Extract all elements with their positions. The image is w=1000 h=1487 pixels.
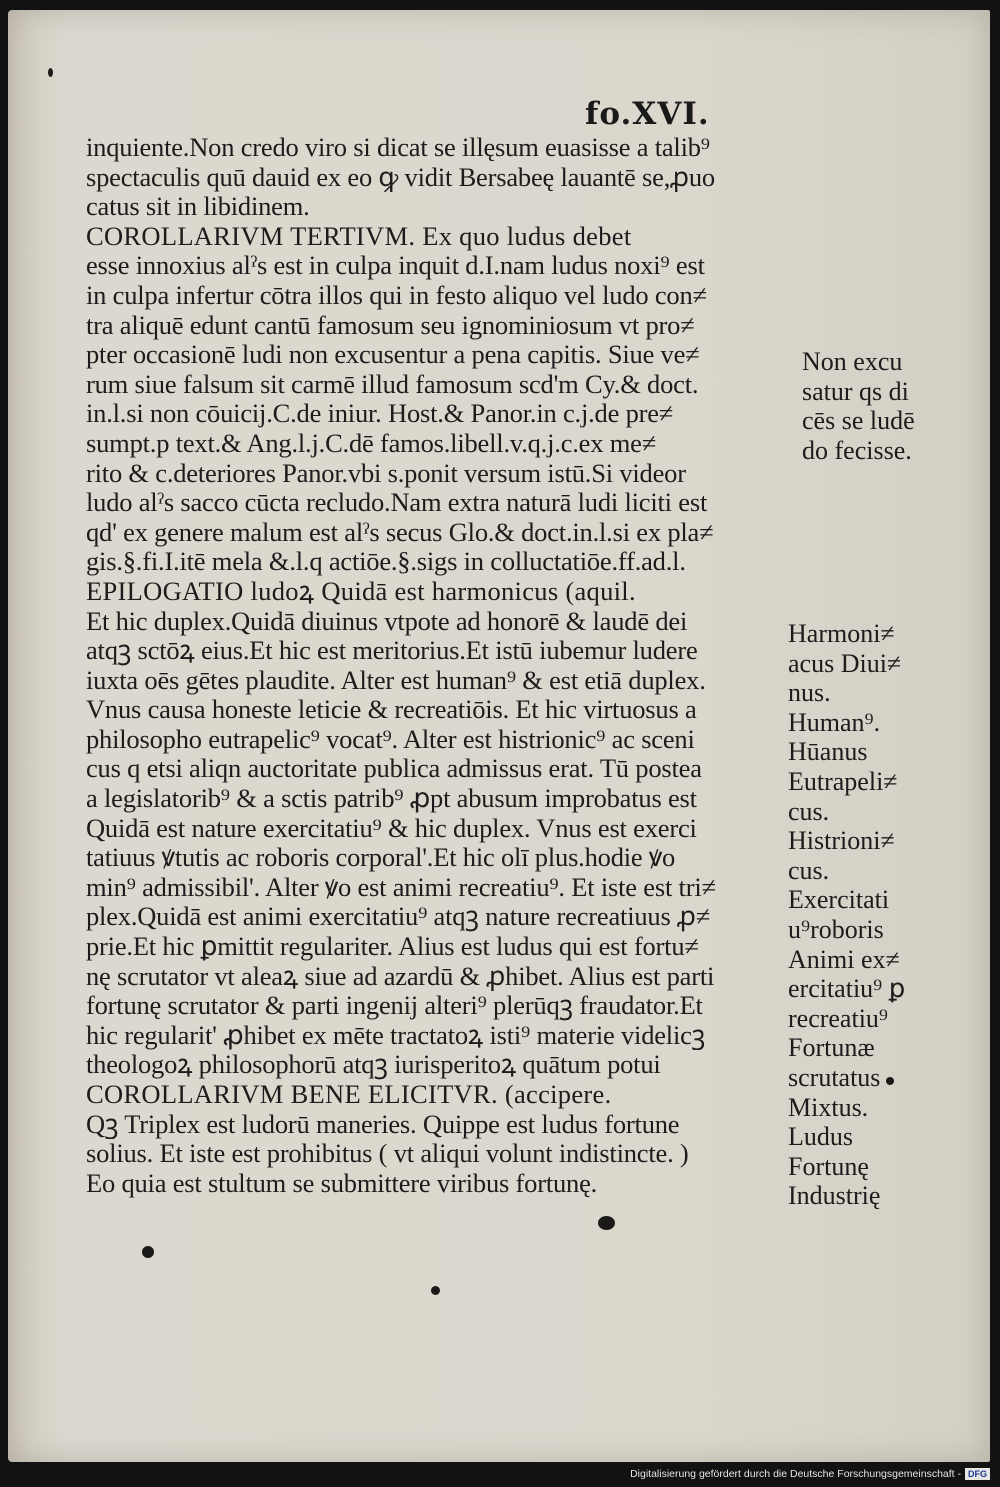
margin-note: Mixtus. — [788, 1092, 869, 1122]
text-line: Qꝫ Triplex est ludorū maneries. Quippe est ludus fortune — [86, 1109, 680, 1139]
margin-note: Exercitati — [788, 885, 890, 915]
text-line: hic regularit' ꝓhibet ex mēte tractatoꝝ isti⁹ materie videlicꝫ — [86, 1020, 706, 1050]
margin-note: Human⁹. — [788, 707, 881, 737]
margin-notes-upper — [802, 347, 915, 465]
text-line: pter occasionē ludi non excusentur a pena capitis. Siue ve≠ — [86, 340, 700, 370]
ink-spot — [142, 1246, 154, 1258]
text-line: spectaculis quū dauid ex eo ꝙ vidit Bersabeę lauantē se,ꝓuo — [86, 162, 715, 192]
text-line: COROLLARIVM BENE ELICITVR. (accipere. — [86, 1080, 612, 1109]
text-line: nę scrutator vt aleaꝝ siue ad azardū & ꝓhibet. Alius est parti — [86, 961, 715, 991]
margin-note: ercitatiu⁹ ꝑ — [788, 974, 906, 1004]
text-line: tatiuus ꝟtutis ac roboris corporal'.Et hic olī plus.hodie ꝟo — [86, 843, 676, 873]
ink-spot — [598, 1216, 615, 1230]
margin-note: do fecisse. — [802, 435, 912, 465]
text-line: tra aliquē edunt cantū famosum seu ignominiosum vt pro≠ — [86, 310, 695, 340]
margin-note: Histrioni≠ — [788, 826, 895, 856]
margin-note: Harmoni≠ — [788, 619, 895, 648]
text-line: inquiente.Non credo viro si dicat se illęsum euasisse a talib⁹ — [86, 133, 710, 162]
ink-spot — [48, 68, 53, 77]
funding-credit: Digitalisierung gefördert durch die Deutsche Forschungsgemeinschaft - — [630, 1468, 961, 1480]
margin-note: cēs se ludē — [802, 406, 915, 436]
margin-note: Hūanus — [788, 737, 868, 767]
text-line: COROLLARIVM TERTIVM. Ex quo ludus debet — [86, 221, 632, 251]
margin-note: cus. — [788, 855, 830, 885]
margin-notes-lower — [788, 619, 905, 1211]
text-line: cus q etsi aliqn auctoritate publica admissus erat. Tū postea — [86, 754, 702, 784]
ink-spot — [431, 1286, 440, 1295]
margin-note: acus Diui≠ — [788, 648, 902, 678]
text-line: fortunę scrutator & parti ingenij alteri⁹ plerūqꝫ fraudator.Et — [86, 991, 703, 1021]
dfg-logo: DFG — [965, 1468, 990, 1480]
text-line: in culpa infertur cōtra illos qui in festo aliquo vel ludo con≠ — [86, 280, 707, 310]
margin-note: Fortunæ — [788, 1033, 875, 1063]
margin-note: Ludus — [788, 1122, 853, 1152]
text-line: philosopho eutrapelic⁹ vocat⁹. Alter est histrionic⁹ ac sceni — [86, 724, 695, 754]
text-line: ludo alˀs sacco cūcta recludo.Nam extra naturā ludi liciti est — [86, 488, 708, 518]
text-line: theologoꝝ philosophorū atqꝫ iurisperitoꝝ quātum potui — [86, 1050, 661, 1080]
text-line: prie.Et hic ꝑmittit regulariter. Alius est ludus qui est fortu≠ — [86, 932, 699, 962]
text-line: EPILOGATIO ludoꝝ Quidā est harmonicus (aquil. — [86, 576, 636, 606]
margin-note: cus. — [788, 796, 830, 826]
margin-note: Non excu — [802, 347, 903, 376]
margin-note: Eutrapeli≠ — [788, 766, 898, 796]
margin-note: Fortunę — [788, 1151, 869, 1181]
text-line: sumpt.p text.& Ang.l.j.C.dē famos.libell.v.q.j.c.ex me≠ — [86, 428, 657, 458]
margin-note: u⁹roboris — [788, 914, 884, 944]
margin-note: Animi ex≠ — [788, 944, 900, 974]
text-line: in.l.si non cōuicij.C.de iniur. Host.& Panor.in c.j.de pre≠ — [86, 399, 674, 429]
margin-note: scrutatus — [788, 1062, 881, 1092]
text-line: gis.§.fi.I.itē mela &.l.q actiōe.§.sigs in colluctatiōe.ff.ad.l. — [86, 547, 686, 577]
text-line: iuxta oēs gētes plaudite. Alter est human⁹ & est etiā duplex. — [86, 665, 706, 695]
text-line: qd' ex genere malum est alˀs secus Glo.& doct.in.l.si ex pla≠ — [86, 517, 714, 547]
text-line: esse innoxius alˀs est in culpa inquit d.I.nam ludus noxi⁹ est — [86, 251, 705, 281]
text-line: rum siue falsum sit carmē illud famosum scd'm Cy.& doct. — [86, 369, 699, 399]
margin-note: nus. — [788, 678, 831, 708]
text-line: catus sit in libidinem. — [86, 192, 310, 222]
text-line: plex.Quidā est animi exercitatiu⁹ atqꝫ nature recreatiuus ꝓ≠ — [86, 902, 711, 932]
text-line: solius. Et iste est prohibitus ( vt aliqui volunt indistincte. ) — [86, 1139, 689, 1169]
text-line: a legislatorib⁹ & a sctis patrib⁹ ꝓpt abusum improbatus est — [86, 784, 697, 814]
text-line: min⁹ admissibil'. Alter ꝟo est animi recreatiu⁹. Et iste est tri≠ — [86, 872, 716, 902]
main-text-column — [86, 133, 786, 1198]
text-line: atqꝫ sctōꝝ eius.Et hic est meritorius.Et istū iubemur ludere — [86, 636, 698, 666]
margin-note: satur qs di — [802, 376, 909, 406]
text-line: Quidā est nature exercitatiu⁹ & hic duplex. Vnus est exerci — [86, 813, 697, 843]
text-line: Eo quia est stultum se submittere viribus fortunę. — [86, 1168, 598, 1198]
text-line: Vnus causa honeste leticie & recreatiōis. Et hic virtuosus a — [86, 695, 697, 725]
text-line: rito & c.deteriores Panor.vbi s.ponit versum istū.Si videor — [86, 458, 686, 488]
digitization-footer — [630, 1466, 990, 1482]
margin-note: recreatiu⁹ — [788, 1003, 888, 1033]
text-line: Et hic duplex.Quidā diuinus vtpote ad honorē & laudē dei — [86, 606, 688, 636]
folio-number: fo.XVI. — [585, 96, 710, 132]
margin-note: Industrię — [788, 1181, 881, 1211]
